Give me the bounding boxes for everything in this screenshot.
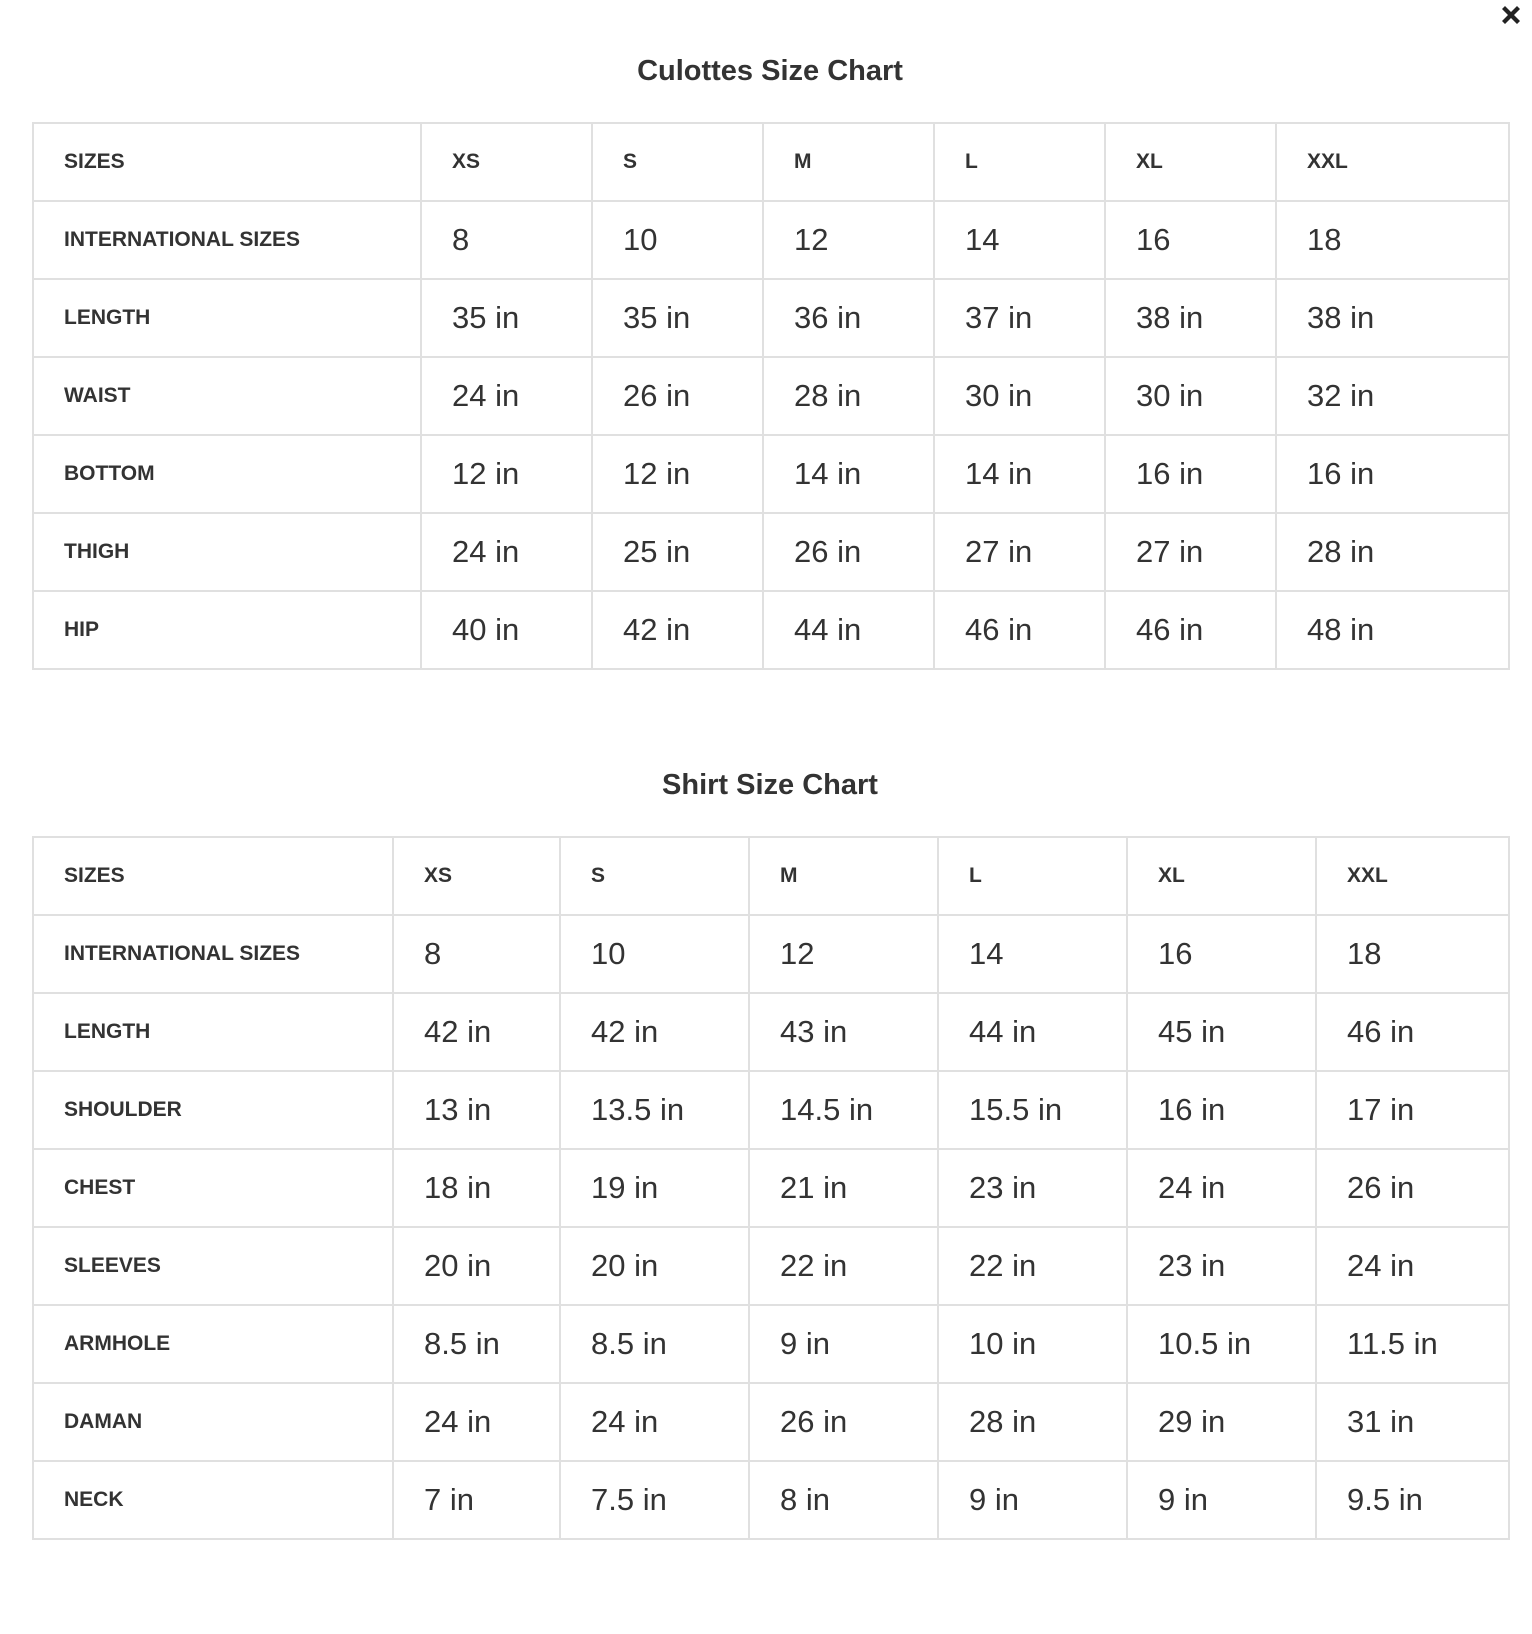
table-cell: 10 [592, 201, 763, 279]
table-cell: 8.5 in [393, 1305, 560, 1383]
table-cell: 23 in [1127, 1227, 1316, 1305]
table-cell: 25 in [592, 513, 763, 591]
table-cell: 32 in [1276, 357, 1509, 435]
row-label: LENGTH [33, 279, 421, 357]
table-cell: 16 in [1127, 1071, 1316, 1149]
size-header-cell: XS [421, 123, 592, 201]
table-cell: 14.5 in [749, 1071, 938, 1149]
table-cell: 38 in [1105, 279, 1276, 357]
table-cell: 12 in [421, 435, 592, 513]
table-cell: 31 in [1316, 1383, 1509, 1461]
table-cell: 24 in [1127, 1149, 1316, 1227]
table-cell: 14 in [763, 435, 934, 513]
size-header-cell: S [560, 837, 749, 915]
row-label: HIP [33, 591, 421, 669]
table-cell: 26 in [763, 513, 934, 591]
table-cell: 13 in [393, 1071, 560, 1149]
row-label: LENGTH [33, 993, 393, 1071]
table-cell: 13.5 in [560, 1071, 749, 1149]
size-header-cell: XS [393, 837, 560, 915]
table-cell: 30 in [934, 357, 1105, 435]
table-cell: 26 in [749, 1383, 938, 1461]
table-row [33, 591, 1509, 669]
table-cell: 42 in [560, 993, 749, 1071]
table-row [33, 1305, 1509, 1383]
row-label: CHEST [33, 1149, 393, 1227]
table-cell: 46 in [934, 591, 1105, 669]
table-cell: 42 in [393, 993, 560, 1071]
table-cell: 17 in [1316, 1071, 1509, 1149]
table-cell: 19 in [560, 1149, 749, 1227]
table-cell: 24 in [421, 357, 592, 435]
table-row [33, 1149, 1509, 1227]
table-row [33, 513, 1509, 591]
table-cell: 21 in [749, 1149, 938, 1227]
table-cell: 35 in [592, 279, 763, 357]
table-cell: 46 in [1316, 993, 1509, 1071]
table-cell: 16 in [1276, 435, 1509, 513]
table-cell: 26 in [1316, 1149, 1509, 1227]
close-button[interactable] [1494, 0, 1528, 30]
table-cell: 35 in [421, 279, 592, 357]
table-row [33, 201, 1509, 279]
size-header-cell: XXL [1276, 123, 1509, 201]
table-cell: 14 in [934, 435, 1105, 513]
table-cell: 24 in [560, 1383, 749, 1461]
table-cell: 15.5 in [938, 1071, 1127, 1149]
size-header-cell: XXL [1316, 837, 1509, 915]
size-header-cell: XL [1127, 837, 1316, 915]
table-cell: 12 in [592, 435, 763, 513]
table-header-row [33, 837, 1509, 915]
row-label: ARMHOLE [33, 1305, 393, 1383]
table-cell: 14 [934, 201, 1105, 279]
shirt-size-chart [32, 764, 1508, 1540]
header-label: SIZES [33, 837, 393, 915]
table-cell: 27 in [1105, 513, 1276, 591]
row-label: SLEEVES [33, 1227, 393, 1305]
row-label: SHOULDER [33, 1071, 393, 1149]
table-cell: 8 in [749, 1461, 938, 1539]
table-cell: 45 in [1127, 993, 1316, 1071]
table-cell: 18 [1316, 915, 1509, 993]
table-cell: 24 in [393, 1383, 560, 1461]
table-row [33, 915, 1509, 993]
table-cell: 10 in [938, 1305, 1127, 1383]
header-label: SIZES [33, 123, 421, 201]
table-cell: 16 in [1105, 435, 1276, 513]
size-header-cell: L [934, 123, 1105, 201]
table-cell: 28 in [763, 357, 934, 435]
table-cell: 46 in [1105, 591, 1276, 669]
row-label: THIGH [33, 513, 421, 591]
row-label: NECK [33, 1461, 393, 1539]
table-cell: 27 in [934, 513, 1105, 591]
size-header-cell: M [763, 123, 934, 201]
size-header-cell: M [749, 837, 938, 915]
close-icon [1498, 2, 1524, 28]
table-cell: 37 in [934, 279, 1105, 357]
size-header-cell: L [938, 837, 1127, 915]
table-row [33, 993, 1509, 1071]
row-label: BOTTOM [33, 435, 421, 513]
table-cell: 44 in [938, 993, 1127, 1071]
size-header-cell: XL [1105, 123, 1276, 201]
shirt-size-table [32, 836, 1510, 1540]
table-cell: 30 in [1105, 357, 1276, 435]
table-row [33, 357, 1509, 435]
table-cell: 36 in [763, 279, 934, 357]
table-cell: 23 in [938, 1149, 1127, 1227]
table-cell: 28 in [1276, 513, 1509, 591]
table-cell: 10 [560, 915, 749, 993]
table-cell: 29 in [1127, 1383, 1316, 1461]
table-cell: 24 in [1316, 1227, 1509, 1305]
table-cell: 44 in [763, 591, 934, 669]
table-cell: 14 [938, 915, 1127, 993]
table-cell: 9 in [1127, 1461, 1316, 1539]
table-cell: 18 in [393, 1149, 560, 1227]
table-row [33, 279, 1509, 357]
table-cell: 48 in [1276, 591, 1509, 669]
row-label: INTERNATIONAL SIZES [33, 201, 421, 279]
table-cell: 20 in [393, 1227, 560, 1305]
table-cell: 22 in [749, 1227, 938, 1305]
table-header-row [33, 123, 1509, 201]
table-cell: 42 in [592, 591, 763, 669]
table-cell: 12 [763, 201, 934, 279]
table-cell: 9 in [749, 1305, 938, 1383]
table-cell: 24 in [421, 513, 592, 591]
table-row [33, 1461, 1509, 1539]
table-cell: 12 [749, 915, 938, 993]
table-cell: 8.5 in [560, 1305, 749, 1383]
table-cell: 7 in [393, 1461, 560, 1539]
table-row [33, 435, 1509, 513]
row-label: DAMAN [33, 1383, 393, 1461]
table-cell: 16 [1127, 915, 1316, 993]
table-cell: 8 [421, 201, 592, 279]
culottes-chart-title: Culottes Size Chart [637, 55, 903, 87]
table-cell: 26 in [592, 357, 763, 435]
size-header-cell: S [592, 123, 763, 201]
row-label: WAIST [33, 357, 421, 435]
culottes-size-chart [32, 50, 1508, 670]
table-cell: 9.5 in [1316, 1461, 1509, 1539]
table-cell: 9 in [938, 1461, 1127, 1539]
table-cell: 22 in [938, 1227, 1127, 1305]
row-label: INTERNATIONAL SIZES [33, 915, 393, 993]
shirt-chart-title: Shirt Size Chart [662, 769, 878, 801]
table-cell: 40 in [421, 591, 592, 669]
table-cell: 43 in [749, 993, 938, 1071]
table-cell: 7.5 in [560, 1461, 749, 1539]
table-cell: 11.5 in [1316, 1305, 1509, 1383]
table-row [33, 1383, 1509, 1461]
table-row [33, 1071, 1509, 1149]
table-row [33, 1227, 1509, 1305]
culottes-size-table [32, 122, 1510, 670]
table-cell: 20 in [560, 1227, 749, 1305]
table-cell: 8 [393, 915, 560, 993]
table-cell: 38 in [1276, 279, 1509, 357]
table-cell: 18 [1276, 201, 1509, 279]
table-cell: 28 in [938, 1383, 1127, 1461]
table-cell: 10.5 in [1127, 1305, 1316, 1383]
table-cell: 16 [1105, 201, 1276, 279]
